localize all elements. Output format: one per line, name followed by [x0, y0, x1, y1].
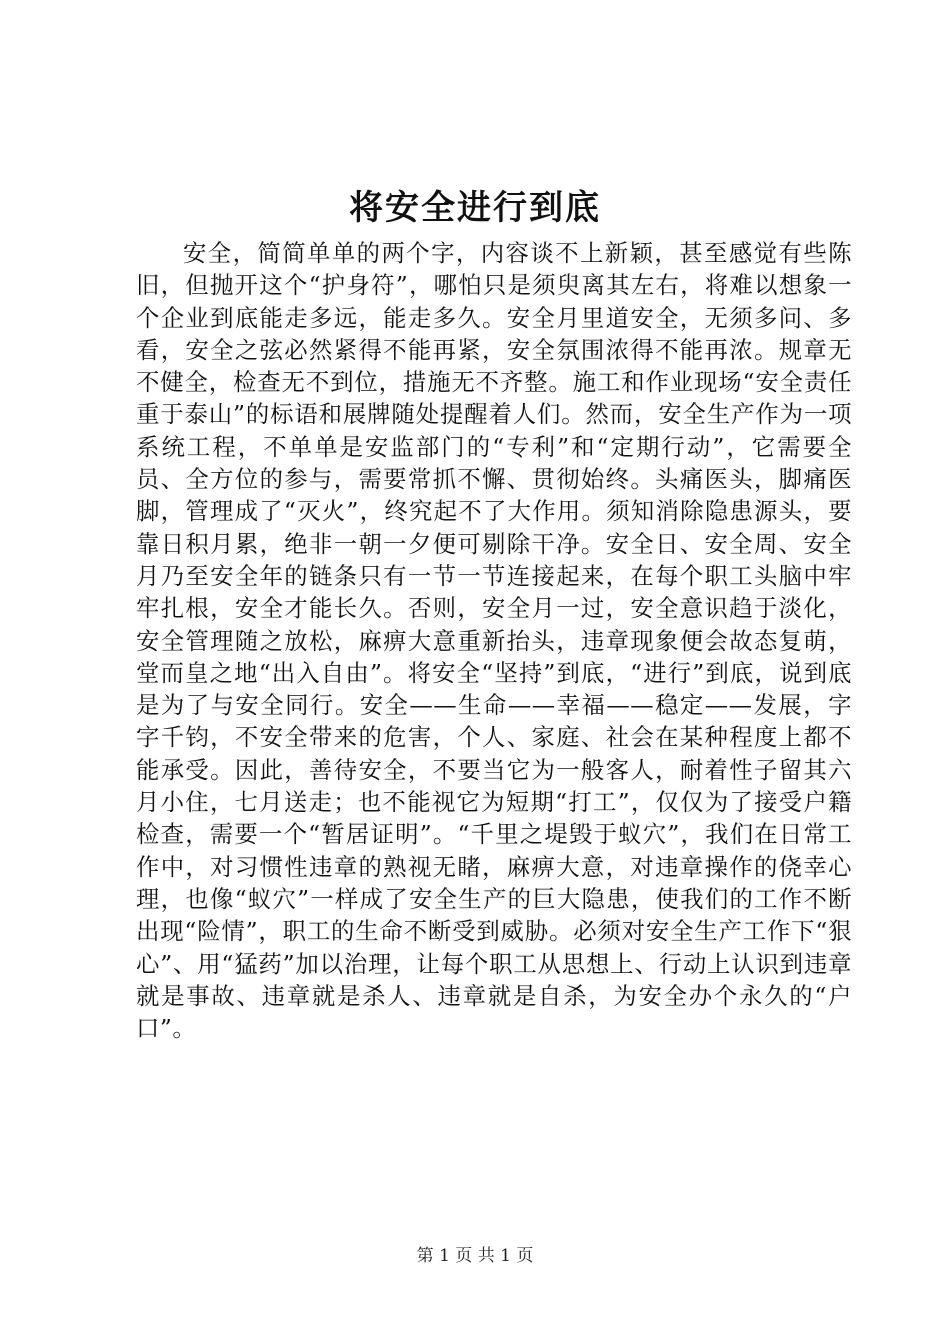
document-title: 将安全进行到底 [349, 188, 601, 228]
page-footer: 第 1 页 共 1 页 [416, 1246, 534, 1266]
document-body-paragraph: 安全，简简单单的两个字，内容谈不上新颖，甚至感觉有些陈旧，但抛开这个“护身符”，哪怕只是须臾离其左右，将难以想象一个企业到底能走多远，能走多久。安全月里道安全，无须多问、多看，安全之弦必然紧得不能再紧，安全氛围浓得不能再浓。规章无不健全，检查无不到位，措施无不齐整。施工和作业现场“安全责任重于泰山”的标语和展牌随处提醒着人们。然而，安全生产作为一项系统工程，不单单是安监部门的“专利”和“定期行动”，它需要全员、全方位的参与，需要常抓不懈、贯彻始终。头痛医头，脚痛医脚，管理成了“灭火”，终究起不了大作用。须知消除隐患源头，要靠日积月累，绝非一朝一夕便可剔除干净。安全日、安全周、安全月乃至安全年的链条只有一节一节连接起来，在每个职工头脑中牢牢扎根，安全才能长久。否则，安全月一过，安全意识趋于淡化，安全管理随之放松，麻痹大意重新抬头，违章现象便会故态复萌，堂而皇之地“出入自由”。将安全“坚持”到底，“进行”到底，说到底是为了与安全同行。安全——生命——幸福——稳定——发展，字字千钧，不安全带来的危害，个人、家庭、社会在某种程度上都不能承受。因此，善待安全，不要当它为一般客人，耐着性子留其六月小住，七月送走；也不能视它为短期“打工”，仅仅为了接受户籍检查，需要一个“暂居证明”。“千里之堤毁于蚁穴”，我们在日常工作中，对习惯性违章的熟视无睹，麻痹大意，对违章操作的侥幸心理，也像“蚁穴”一样成了安全生产的巨大隐患，使我们的工作不断出现“险情”，职工的生命不断受到威胁。必须对安全生产工作下“狠心”、用“猛药”加以治理，让每个职工从思想上、行动上认识到违章就是事故、违章就是杀人、违章就是自杀，为安全办个永久的“户口”。 [136, 239, 852, 1043]
